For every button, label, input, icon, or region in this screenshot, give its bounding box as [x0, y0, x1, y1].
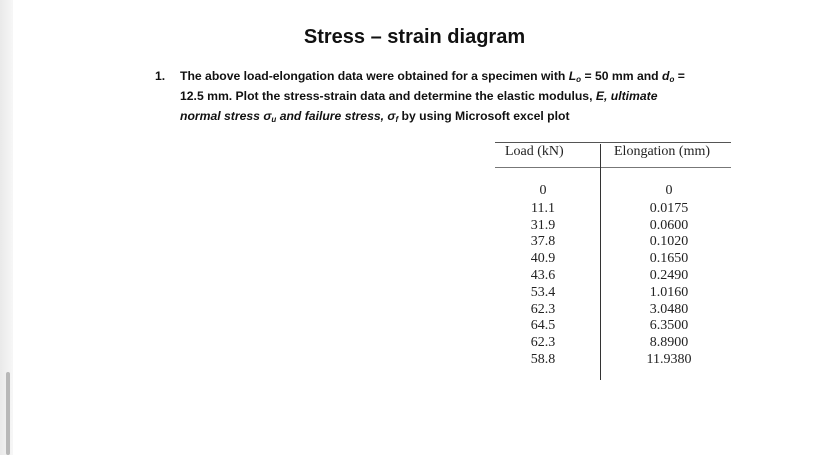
- table-top-rule: [495, 142, 731, 143]
- table-cell-load: 37.8: [530, 234, 556, 250]
- table-cell-elongation: 6.3500: [649, 318, 689, 334]
- table-cell-elongation: 0: [665, 183, 673, 198]
- table-cell-elongation: 0.2490: [649, 267, 689, 283]
- table-cell-elongation: 0.0600: [649, 217, 689, 233]
- scroll-indicator: [6, 372, 10, 455]
- table-cell-load: 31.9: [530, 217, 556, 233]
- elongation-column-header: Elongation (mm): [614, 144, 711, 159]
- table-cell-elongation: 0.0175: [649, 200, 689, 216]
- table-cell-elongation: 11.9380: [646, 351, 692, 367]
- table-cell-elongation: 8.8900: [649, 335, 689, 351]
- left-frame-edge: [0, 0, 13, 455]
- elongation-column: [639, 183, 699, 369]
- table-cell-elongation: 0.1020: [649, 234, 689, 250]
- problem-number: 1.: [155, 69, 166, 83]
- table-cell-load: 0: [539, 183, 547, 198]
- table-cell-load: 40.9: [530, 251, 556, 267]
- table-cell-load: 11.1: [531, 200, 555, 216]
- table-cell-load: 62.3: [530, 335, 556, 351]
- table-cell-load: 62.3: [530, 301, 556, 317]
- load-elongation-table: [481, 134, 731, 384]
- problem-line-3: normal stress $\sigma_u$ and failure stress, $\sigma_f$ by using Microsoft excel plot: [180, 109, 570, 124]
- load-column-header: Load (kN): [505, 144, 564, 159]
- table-header-rule: [495, 167, 731, 168]
- problem-line-2: 12.5 mm. Plot the stress-strain data and determine the elastic modulus, E, ultimate: [180, 89, 658, 103]
- problem-line-1: The above load-elongation data were obtained for a specimen with $L_o = 50$ mm and $d_o$ =: [180, 69, 685, 84]
- load-column: [525, 183, 561, 369]
- table-column-divider: [600, 144, 601, 380]
- table-cell-load: 53.4: [530, 284, 556, 300]
- table-cell-elongation: 0.1650: [649, 251, 689, 267]
- page-title: Stress – strain diagram: [303, 26, 526, 48]
- table-cell-load: 43.6: [530, 267, 556, 283]
- table-cell-elongation: 1.0160: [649, 284, 689, 300]
- table-cell-load: 64.5: [530, 318, 556, 334]
- table-cell-load: 58.8: [530, 351, 556, 367]
- table-cell-elongation: 3.0480: [649, 301, 689, 317]
